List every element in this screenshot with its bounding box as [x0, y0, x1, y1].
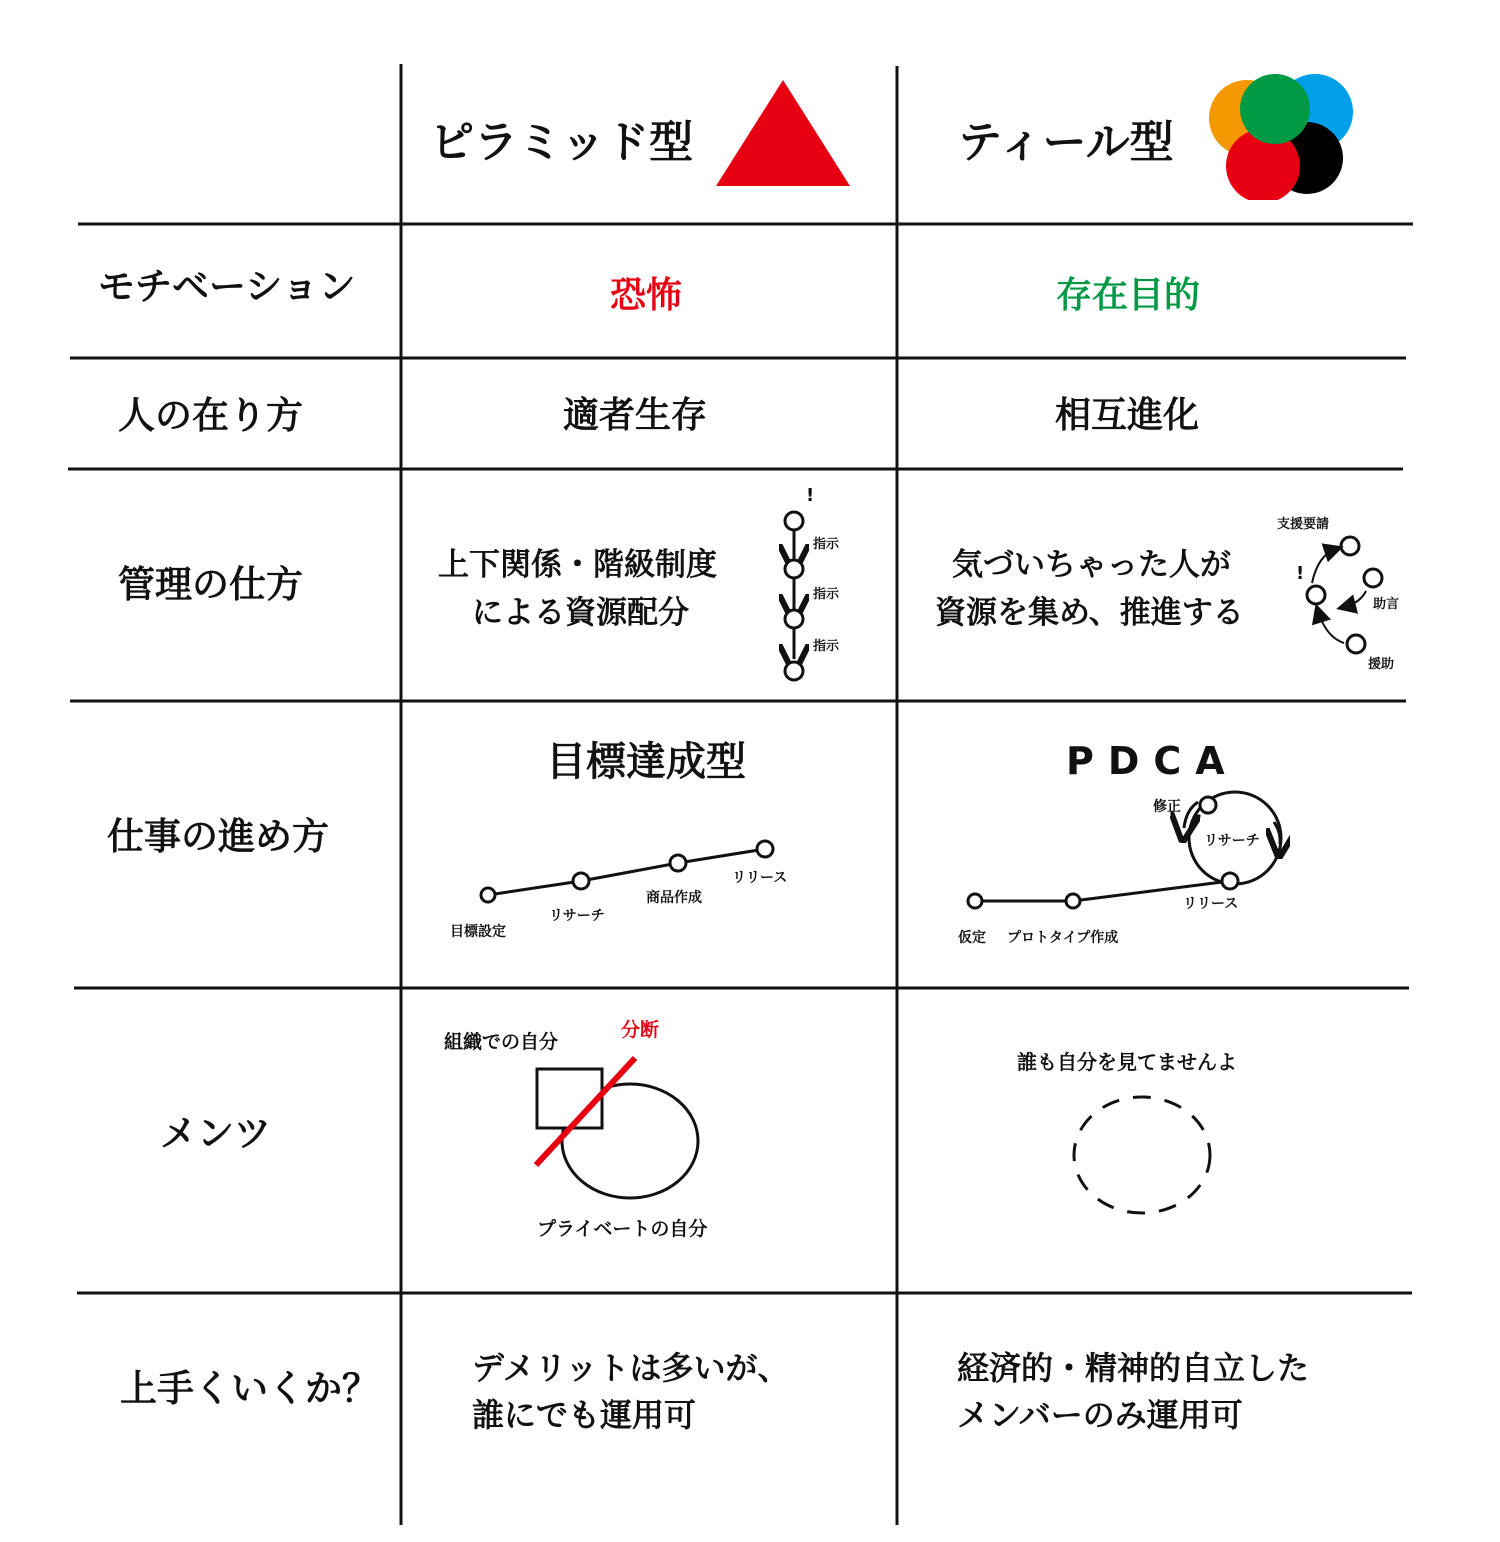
teal-type-heading: ティール型 — [958, 117, 1174, 168]
pdca-research: リサーチ — [1204, 833, 1260, 849]
teal-management-line2: 資源を集め、推進する — [935, 595, 1244, 631]
private-self-label: プライベートの自分 — [537, 1218, 708, 1240]
pdca-prototype: プロトタイプ作成 — [1007, 930, 1119, 946]
dashed-self-circle — [1062, 1088, 1222, 1228]
pyramid-success-line1: デメリットは多いが、 — [472, 1349, 790, 1387]
pyramid-people: 適者生存 — [563, 395, 708, 436]
row-label-motivation: モチベーション — [98, 265, 356, 308]
chain-of-command-diagram — [770, 485, 880, 685]
split-self-diagram — [525, 1055, 725, 1205]
step-goal-setting: 目標設定 — [450, 924, 506, 940]
instruct-label-3: 指示 — [813, 639, 840, 654]
teal-motivation: 存在目的 — [1056, 275, 1201, 316]
step-product-creation: 商品作成 — [646, 890, 702, 906]
pdca-cycle-diagram — [960, 790, 1290, 920]
aid-label: 援助 — [1368, 657, 1395, 672]
row-label-management: 管理の仕方 — [118, 563, 303, 606]
teal-success-line1: 経済的・精神的自立した — [957, 1349, 1310, 1387]
support-request-label: 支援要請 — [1277, 517, 1330, 532]
chain-exclaim: ! — [806, 485, 815, 506]
pdca-fix: 修正 — [1153, 799, 1181, 815]
row-label-people: 人の在り方 — [118, 394, 303, 437]
overlapping-circles-icon — [1200, 70, 1360, 200]
pyramid-motivation: 恐怖 — [610, 275, 683, 316]
mutual-support-diagram — [1290, 525, 1430, 675]
instruct-label-2: 指示 — [813, 587, 840, 602]
advice-label: 助言 — [1373, 597, 1400, 612]
triangle-icon — [714, 78, 854, 188]
support-exclaim: ! — [1296, 563, 1305, 584]
teal-people: 相互進化 — [1055, 395, 1200, 436]
row-label-success: 上手くいくか？ — [120, 1367, 379, 1410]
nobody-watching-label: 誰も自分を見てませんよ — [1017, 1050, 1237, 1074]
split-label: 分断 — [621, 1019, 660, 1041]
pyramid-management-line2: による資源配分 — [472, 595, 689, 631]
teal-success-line2: メンバーのみ運用可 — [957, 1396, 1243, 1434]
teal-work-title: PDCA — [1066, 739, 1239, 783]
instruct-label-1: 指示 — [813, 537, 840, 552]
row-label-face: メンツ — [160, 1112, 271, 1155]
pdca-hypothesis: 仮定 — [958, 930, 986, 946]
teal-management-line1: 気づいちゃった人が — [952, 547, 1231, 583]
pyramid-success-line2: 誰にでも運用可 — [472, 1396, 697, 1434]
pdca-release: リリース — [1183, 896, 1239, 912]
pyramid-type-heading: ピラミッド型 — [430, 117, 694, 168]
organization-self-label: 組織での自分 — [444, 1031, 559, 1053]
pyramid-work-title: 目標達成型 — [546, 739, 746, 785]
pyramid-management-line1: 上下関係・階級制度 — [438, 547, 717, 583]
row-label-work: 仕事の進め方 — [107, 815, 329, 858]
step-research: リサーチ — [549, 908, 605, 924]
step-release: リリース — [732, 870, 788, 886]
